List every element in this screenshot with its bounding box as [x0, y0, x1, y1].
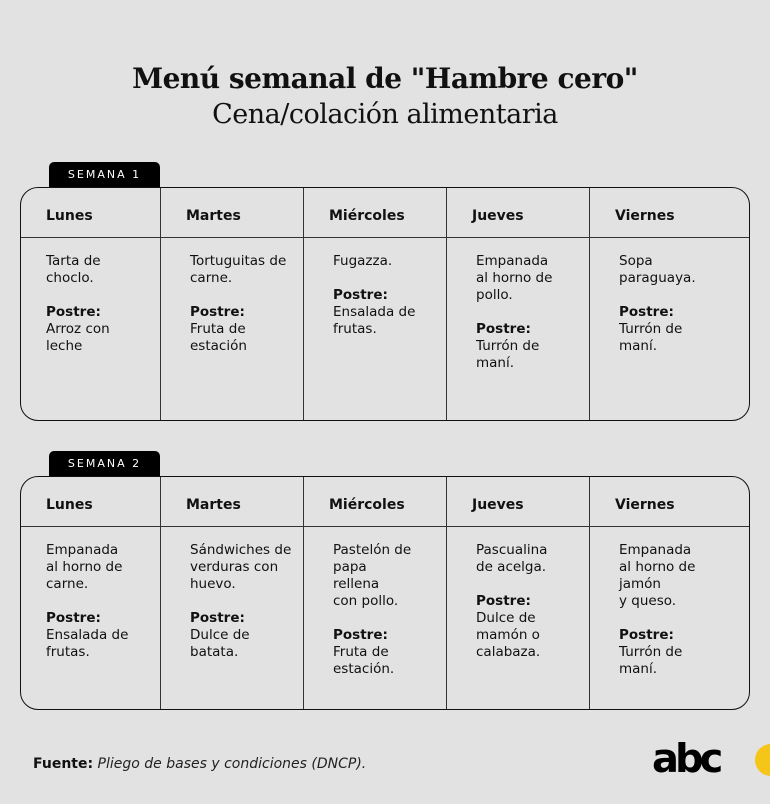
- day-header: Miércoles: [304, 477, 446, 527]
- dessert: Turrón de maní.: [619, 644, 683, 677]
- week-1-table: [20, 187, 750, 421]
- day-header: Viernes: [590, 188, 750, 238]
- day-menu: [447, 238, 589, 372]
- day-header: Jueves: [447, 477, 589, 527]
- day-column: [446, 188, 589, 420]
- day-menu: [21, 527, 160, 661]
- day-menu: [161, 238, 303, 355]
- main-dish: Pastelón de papa rellena con pollo.: [333, 542, 412, 609]
- page-subtitle: Cena/colación alimentaria: [212, 99, 558, 130]
- dessert-label: Postre:: [619, 627, 674, 643]
- week-2-tab: SEMANA 2: [49, 451, 160, 477]
- day-header: Lunes: [21, 477, 160, 527]
- main-dish: Tarta de choclo.: [46, 253, 101, 286]
- dessert-label: Postre:: [476, 593, 531, 609]
- dessert-label: Postre:: [619, 304, 674, 320]
- day-column: [21, 477, 160, 709]
- day-header: Martes: [161, 188, 303, 238]
- day-header: Lunes: [21, 188, 160, 238]
- day-column: [160, 188, 303, 420]
- day-menu: [21, 238, 160, 355]
- day-column: [303, 477, 446, 709]
- day-menu: [590, 238, 750, 355]
- dessert: Turrón de maní.: [476, 338, 540, 371]
- main-dish: Sándwiches de verduras con huevo.: [190, 542, 292, 592]
- main-dish: Sopa paraguaya.: [619, 253, 696, 286]
- main-dish: Fugazza.: [333, 253, 393, 269]
- dessert-label: Postre:: [46, 304, 101, 320]
- week-1-tab: SEMANA 1: [49, 162, 160, 188]
- dessert: Arroz con leche: [46, 321, 110, 354]
- day-column: [160, 477, 303, 709]
- dessert-label: Postre:: [476, 321, 531, 337]
- main-dish: Tortuguitas de carne.: [190, 253, 287, 286]
- day-header: Jueves: [447, 188, 589, 238]
- dessert: Fruta de estación.: [333, 644, 395, 677]
- week-2-table: [20, 476, 750, 710]
- dessert: Dulce de mamón o calabaza.: [476, 610, 541, 660]
- logo-text: abc: [652, 742, 720, 776]
- day-column: [589, 188, 750, 420]
- dessert: Dulce de batata.: [190, 627, 250, 660]
- day-column: [21, 188, 160, 420]
- day-column: [589, 477, 750, 709]
- dessert: Fruta de estación: [190, 321, 247, 354]
- dessert-label: Postre:: [333, 627, 388, 643]
- dessert: Turrón de maní.: [619, 321, 683, 354]
- main-dish: Pascualina de acelga.: [476, 542, 548, 575]
- dessert: Ensalada de frutas.: [333, 304, 416, 337]
- dessert: Ensalada de frutas.: [46, 627, 129, 660]
- day-column: [303, 188, 446, 420]
- source-note: [33, 756, 366, 772]
- main-dish: Empanada al horno de jamón y queso.: [619, 542, 696, 609]
- main-dish: Empanada al horno de carne.: [46, 542, 123, 592]
- day-menu: [590, 527, 750, 678]
- day-header: Martes: [161, 477, 303, 527]
- day-menu: [447, 527, 589, 661]
- day-menu: [304, 238, 446, 338]
- abc-logo: [652, 742, 744, 776]
- logo-sun-icon: [755, 744, 770, 776]
- dessert-label: Postre:: [190, 610, 245, 626]
- page-title: Menú semanal de "Hambre cero": [132, 62, 638, 95]
- day-header: Miércoles: [304, 188, 446, 238]
- day-column: [446, 477, 589, 709]
- day-menu: [161, 527, 303, 661]
- dessert-label: Postre:: [190, 304, 245, 320]
- day-header: Viernes: [590, 477, 750, 527]
- main-dish: Empanada al horno de pollo.: [476, 253, 553, 303]
- dessert-label: Postre:: [333, 287, 388, 303]
- day-menu: [304, 527, 446, 678]
- source-text: Pliego de bases y condiciones (DNCP).: [97, 756, 367, 772]
- dessert-label: Postre:: [46, 610, 101, 626]
- source-label: Fuente:: [33, 756, 94, 772]
